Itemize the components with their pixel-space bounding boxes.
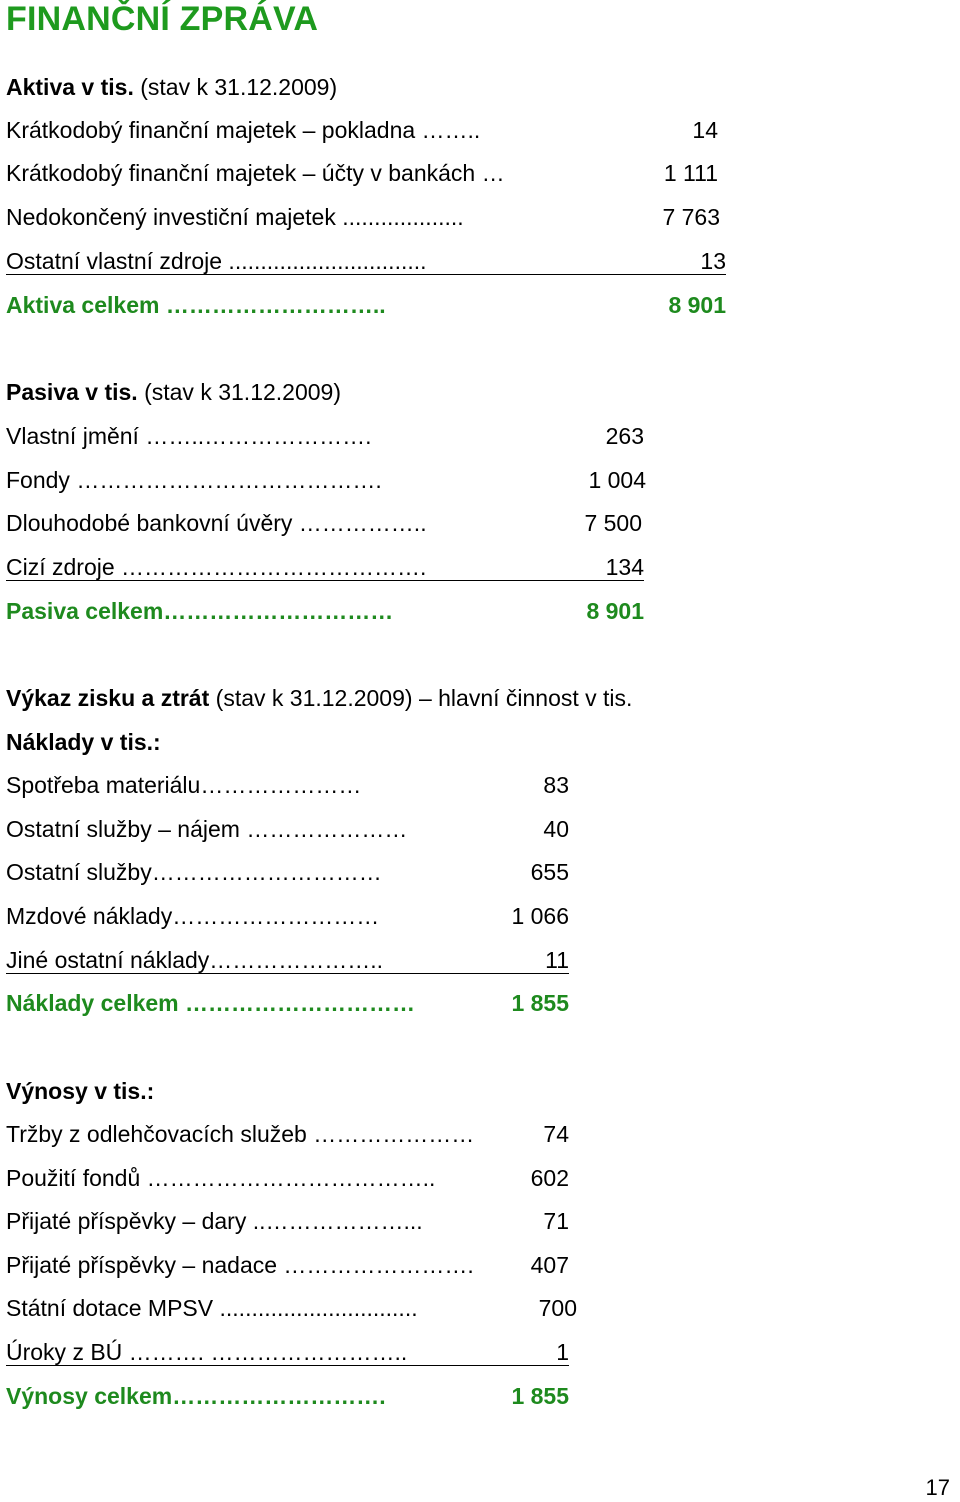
naklady-row-label: Ostatní služby – nájem ………………… [6,816,408,842]
pasiva-heading [6,377,341,407]
aktiva-row-label: Nedokončený investiční majetek ................... [6,204,464,230]
naklady-row-label: Mzdové náklady……………………… [6,903,380,929]
pasiva-row-value: 7 500 [584,510,642,536]
vykaz-heading-rest: (stav k 31.12.2009) – hlavní činnost v tis. [209,685,633,711]
vynosy-row-value: 700 [538,1295,577,1321]
vynosy-row-value: 1 [556,1339,569,1365]
pasiva-row [6,421,644,451]
pasiva-row-label: Vlastní jmění ……..…………………. [6,423,372,449]
pasiva-row-label: Cizí zdroje …………………………………. [6,554,427,580]
vynosy-row [6,1163,569,1193]
naklady-row-value: 655 [530,859,569,885]
vynosy-row [6,1335,569,1366]
aktiva-row-label: Krátkodobý finanční majetek – pokladna …….. [6,117,481,143]
aktiva-row-label: Krátkodobý finanční majetek – účty v bankách … [6,160,505,186]
vynosy-row-label: Přijaté příspěvky – nadace ……………………. [6,1252,474,1278]
vynosy-row-label: Tržby z odlehčovacích služeb ………………… [6,1121,475,1147]
aktiva-heading [6,72,337,102]
vynosy-row-value: 602 [530,1165,569,1191]
naklady-row [6,901,569,931]
naklady-row [6,943,569,974]
pasiva-row [6,550,644,581]
naklady-heading: Náklady v tis.: [6,729,161,755]
naklady-row-value: 40 [543,816,569,842]
pasiva-total-label: Pasiva celkem………………………… [6,598,394,624]
pasiva-heading-bold: Pasiva v tis. [6,379,138,405]
pasiva-row-label: Fondy …………………………………. [6,467,382,493]
vynosy-row-label: Přijaté příspěvky – dary ..………………... [6,1208,423,1234]
vynosy-row-label: Státní dotace MPSV ............................... [6,1295,418,1321]
pasiva-row-value: 1 004 [588,467,646,493]
vynosy-row [6,1119,569,1149]
aktiva-total [6,290,726,320]
vynosy-row-value: 71 [543,1208,569,1234]
aktiva-heading-rest: (stav k 31.12.2009) [133,74,338,100]
pasiva-total [6,596,644,626]
naklady-total [6,988,569,1018]
naklady-row-value: 11 [545,947,569,973]
vynosy-row [6,1250,569,1280]
naklady-total-value: 1 855 [511,990,569,1016]
vykaz-heading-bold: Výkaz zisku a ztrát [6,685,210,711]
vynosy-total-label: Výnosy celkem………………………. [6,1383,386,1409]
naklady-row-value: 1 066 [511,903,569,929]
naklady-row [6,814,569,844]
vynosy-heading: Výnosy v tis.: [6,1078,155,1104]
naklady-row-label: Ostatní služby………………………… [6,859,382,885]
naklady-row-value: 83 [543,772,569,798]
pasiva-row [6,465,646,495]
aktiva-row [6,115,718,145]
aktiva-row-value: 13 [700,248,726,274]
aktiva-row [6,158,718,188]
vynosy-row [6,1293,577,1323]
vynosy-total-value: 1 855 [511,1383,569,1409]
naklady-total-label: Náklady celkem ………………………… [6,990,416,1016]
aktiva-row-label: Ostatní vlastní zdroje ............................... [6,248,427,274]
aktiva-total-label: Aktiva celkem ……………………….. [6,292,386,318]
pasiva-row-value: 134 [605,554,644,580]
aktiva-row-value: 7 763 [662,204,720,230]
pasiva-row [6,508,642,538]
naklady-row [6,770,569,800]
vynosy-total [6,1381,569,1411]
aktiva-row [6,202,720,232]
aktiva-row-value: 1 111 [663,160,718,186]
vynosy-row-value: 407 [530,1252,569,1278]
naklady-row-label: Spotřeba materiálu………………… [6,772,362,798]
pasiva-row-label: Dlouhodobé bankovní úvěry …………….. [6,510,427,536]
aktiva-row [6,244,726,275]
vynosy-row-label: Použití fondů ……………………………….. [6,1165,436,1191]
page-title: FINANČNÍ ZPRÁVA [6,0,319,38]
naklady-row-label: Jiné ostatní náklady………………….. [6,947,384,973]
naklady-row [6,857,569,887]
vynosy-row [6,1206,569,1236]
vynosy-row-value: 74 [543,1121,569,1147]
pasiva-total-value: 8 901 [586,598,644,624]
vykaz-heading [6,683,632,713]
pasiva-row-value: 263 [605,423,644,449]
aktiva-row-value: 14 [692,117,718,143]
vynosy-row-label: Úroky z BÚ ………. …………………….. [6,1339,408,1365]
aktiva-heading-bold: Aktiva v tis. [6,74,134,100]
aktiva-total-value: 8 901 [668,292,726,318]
pasiva-heading-rest: (stav k 31.12.2009) [137,379,341,405]
page-number: 17 [925,1475,950,1500]
